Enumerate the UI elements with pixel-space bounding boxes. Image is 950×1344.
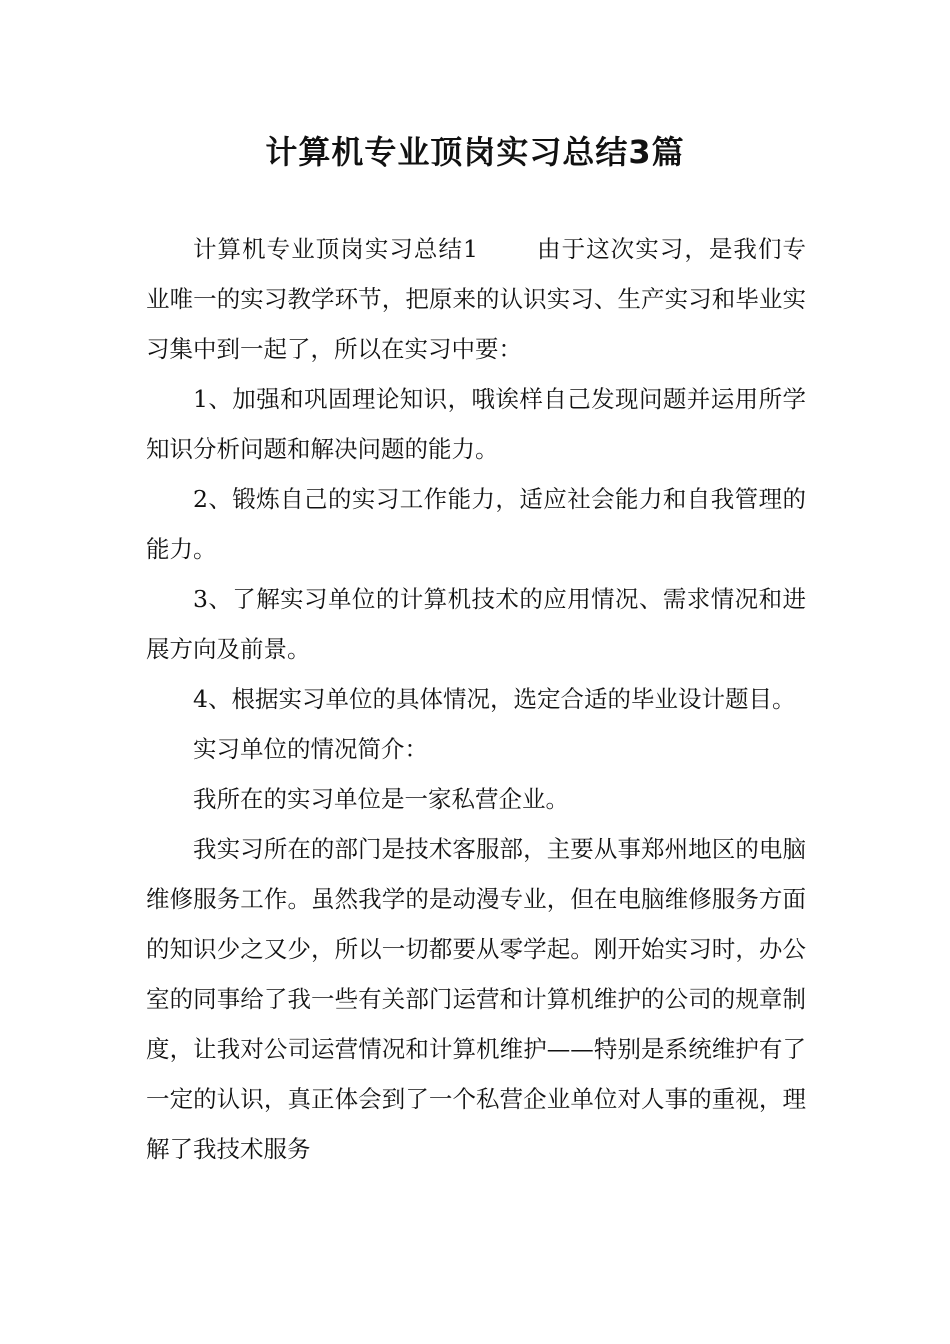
paragraph-item-4: 4、根据实习单位的具体情况，选定合适的毕业设计题目。 — [193, 685, 796, 713]
paragraph-section-heading: 实习单位的情况简介： — [193, 735, 428, 763]
paragraph-item-1: 1、加强和巩固理论知识，哦诶样自己发现问题并运用所学知识分析问题和解决问题的能力。 — [146, 385, 806, 463]
paragraph-item-3: 3、了解实习单位的计算机技术的应用情况、需求情况和进展方向及前景。 — [146, 585, 806, 663]
paragraph-department: 我实习所在的部门是技术客服部，主要从事郑州地区的电脑维修服务工作。虽然我学的是动漫专业，但在电脑维修服务方面的知识少之又少，所以一切都要从零学起。刚开始实习时，办公室的同事给了我一些有关部门运营和计算机维护的公司的规章制度，让我对公司运营情况和计算机维护——特别是系统维护有了一定的认识，真正体会到了一个私营企业单位对人事的重视，理解了我技术服务 — [146, 835, 806, 1163]
paragraph-company: 我所在的实习单位是一家私营企业。 — [193, 785, 569, 813]
paragraph-intro — [146, 224, 806, 374]
intro-label: 计算机专业顶岗实习总结1 — [193, 235, 478, 263]
document-title: 计算机专业顶岗实习总结3篇 — [265, 133, 685, 171]
paragraph-item-2: 2、锻炼自己的实习工作能力，适应社会能力和自我管理的能力。 — [146, 485, 806, 563]
paragraph-text: 由于这次实习，是我们专业唯一的实习教学环节，把原来的认识实习、生产实习和毕业实习集中到一起了，所以在实习中要： — [146, 235, 807, 363]
document-body — [146, 224, 806, 1174]
